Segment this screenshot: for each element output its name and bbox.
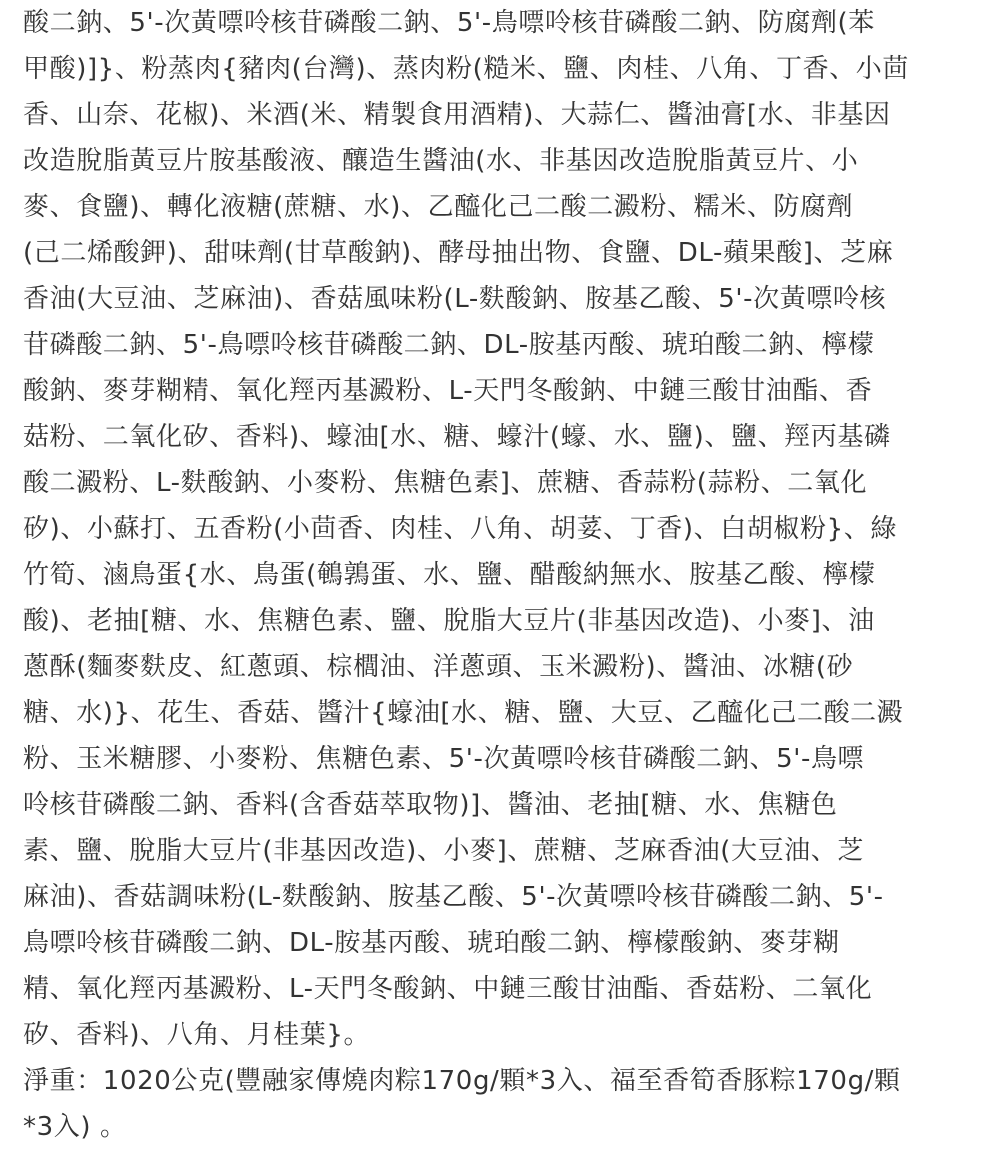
text-line: 酸)、老抽[糖、水、焦糖色素、鹽、脫脂大豆片(非基因改造)、小麥]、油 (23, 606, 875, 636)
text-line: 麥、食鹽)、轉化液糖(蔗糖、水)、乙醯化己二酸二澱粉、糯米、防腐劑 (23, 192, 854, 222)
text-line: 甲酸)]}、粉蒸肉{豬肉(台灣)、蒸肉粉(糙米、鹽、肉桂、八角、丁香、小茴 (23, 54, 910, 84)
text-line: 糖、水)}、花生、香菇、醬汁{蠔油[水、糖、鹽、大豆、乙醯化己二酸二澱 (23, 698, 904, 728)
text-line: 呤核苷磷酸二鈉、香料(含香菇萃取物)]、醬油、老抽[糖、水、焦糖色 (23, 790, 838, 820)
text-line: 素、鹽、脫脂大豆片(非基因改造)、小麥]、蔗糖、芝麻香油(大豆油、芝 (23, 836, 864, 866)
text-line: 鳥嘌呤核苷磷酸二鈉、DL-胺基丙酸、琥珀酸二鈉、檸檬酸鈉、麥芽糊 (23, 928, 840, 958)
text-line: 矽)、小蘇打、五香粉(小茴香、肉桂、八角、胡荽、丁香)、白胡椒粉}、綠 (23, 514, 897, 544)
text-line: 香、山奈、花椒)、米酒(米、精製食用酒精)、大蒜仁、醬油膏[水、非基因 (23, 100, 891, 130)
text-line: 精、氧化羥丙基澱粉、L-天門冬酸鈉、中鏈三酸甘油酯、香菇粉、二氧化 (23, 974, 873, 1004)
text-line: 矽、香料)、八角、月桂葉}。 (23, 1020, 371, 1050)
text-line: 苷磷酸二鈉、5'-鳥嘌呤核苷磷酸二鈉、DL-胺基丙酸、琥珀酸二鈉、檸檬 (23, 330, 875, 360)
text-line: 香油(大豆油、芝麻油)、香菇風味粉(L-麩酸鈉、胺基乙酸、5'-次黃嘌呤核 (23, 284, 887, 314)
text-line: 酸鈉、麥芽糊精、氧化羥丙基澱粉、L-天門冬酸鈉、中鏈三酸甘油酯、香 (23, 376, 873, 406)
text-line: 改造脫脂黃豆片胺基酸液、釀造生醬油(水、非基因改造脫脂黃豆片、小 (23, 146, 859, 176)
text-line: 麻油)、香菇調味粉(L-麩酸鈉、胺基乙酸、5'-次黃嘌呤核苷磷酸二鈉、5'- (23, 882, 884, 912)
text-line: 酸二澱粉、L-麩酸鈉、小麥粉、焦糖色素]、蔗糖、香蒜粉(蒜粉、二氧化 (23, 468, 868, 498)
text-line: 淨重：1020公克(豐融家傳燒肉粽170g/顆*3入、福至香筍香豚粽170g/顆 (23, 1066, 901, 1096)
text-line: 粉、玉米糖膠、小麥粉、焦糖色素、5'-次黃嘌呤核苷磷酸二鈉、5'-鳥嘌 (23, 744, 865, 774)
text-line: 竹筍、滷鳥蛋{水、鳥蛋(鵪鶉蛋、水、鹽、醋酸納無水、胺基乙酸、檸檬 (23, 560, 876, 590)
ingredients-paragraph (23, 0, 993, 1058)
text-line: (己二烯酸鉀)、甜味劑(甘草酸鈉)、酵母抽出物、食鹽、DL-蘋果酸]、芝麻 (23, 238, 894, 268)
text-line: 菇粉、二氧化矽、香料)、蠔油[水、糖、蠔汁(蠔、水、鹽)、鹽、羥丙基磷 (23, 422, 891, 452)
text-line: *3入) 。 (23, 1112, 127, 1142)
ingredient-document (23, 0, 993, 1150)
text-line: 酸二鈉、5'-次黃嘌呤核苷磷酸二鈉、5'-鳥嘌呤核苷磷酸二鈉、防腐劑(苯 (23, 8, 875, 38)
text-line: 蔥酥(麵麥麩皮、紅蔥頭、棕櫚油、洋蔥頭、玉米澱粉)、醬油、冰糖(砂 (23, 652, 854, 682)
net-weight-paragraph (23, 1058, 993, 1150)
